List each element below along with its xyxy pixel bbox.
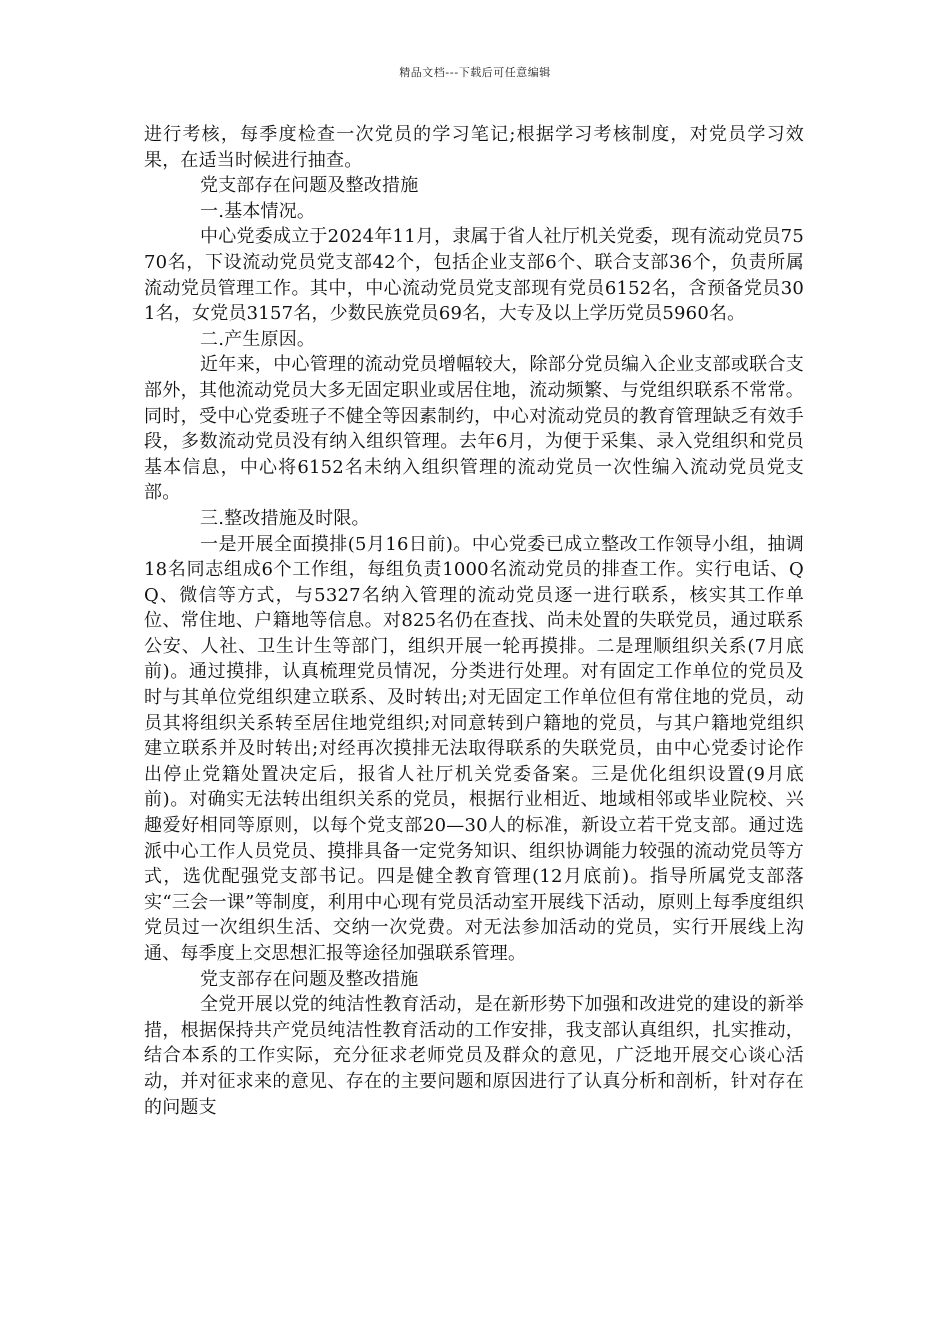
- document-body: [144, 122, 804, 1120]
- section-heading: 党支部存在问题及整改措施: [200, 175, 419, 197]
- paragraph-1: 进行考核，每季度检查一次党员的学习笔记;根据学习考核制度，对党员学习效果，在适当时候进行抽查。: [144, 124, 804, 171]
- subheading-causes: 二.产生原因。: [200, 328, 316, 350]
- subheading-measures: 三.整改措施及时限。: [200, 507, 370, 529]
- paragraph-final: 全党开展以党的纯洁性教育活动，是在新形势下加强和改进党的建设的新举措，根据保持共产党员纯洁性教育活动的工作安排，我支部认真组织，扎实推动，结合本系的工作实际，充分征求老师党员及群众的意见，广泛地开展交心谈心活动，并对征求来的意见、存在的主要问题和原因进行了认真分析和剖析，针对存在的问题支: [144, 994, 804, 1118]
- paragraph-measures: 一是开展全面摸排(5月16日前)。中心党委已成立整改工作领导小组，抽调18名同志组成6个工作组，每组负责1000名流动党员的排查工作。实行电话、QQ、微信等方式，与5327名纳入管理的流动党员逐一进行联系，核实其工作单位、常住地、户籍地等信息。对825名仍在查找、尚未处置的失联党员，通过联系公安、人社、卫生计生等部门，组织开展一轮再摸排。二是理顺组织关系(7月底前)。通过摸排，认真梳理党员情况，分类进行处理。对有固定工作单位的党员及时与其单位党组织建立联系、及时转出;对无固定工作单位但有常住地的党员，动员其将组织关系转至居住地党组织;对同意转到户籍地的党员，与其户籍地党组织建立联系并及时转出;对经再次摸排无法取得联系的失联党员，由中心党委讨论作出停止党籍处置决定后，报省人社厅机关党委备案。三是优化组织设置(9月底前)。对确实无法转出组织关系的党员，根据行业相近、地域相邻或毕业院校、兴趣爱好相同等原则，以每个党支部20—30人的标准，新设立若干党支部。通过选派中心工作人员党员、摸排具备一定党务知识、组织协调能力较强的流动党员等方式，选优配强党支部书记。四是健全教育管理(12月底前)。指导所属党支部落实“三会一课”等制度，利用中心现有党员活动室开展线下活动，原则上每季度组织党员过一次组织生活、交纳一次党费。对无法参加活动的党员，实行开展线上沟通、每季度上交思想汇报等途径加强联系管理。: [144, 533, 804, 964]
- page-header: 精品文档---下载后可任意编辑: [399, 66, 551, 79]
- paragraph-causes: 近年来，中心管理的流动党员增幅较大，除部分党员编入企业支部或联合支部外，其他流动党员大多无固定职业或居住地，流动频繁、与党组织联系不常常。同时，受中心党委班子不健全等因素制约，中心对流动党员的教育管理缺乏有效手段，多数流动党员没有纳入组织管理。去年6月，为便于采集、录入党组织和党员基本信息，中心将6152名未纳入组织管理的流动党员一次性编入流动党员党支部。: [144, 354, 804, 504]
- subheading-basic-info: 一.基本情况。: [200, 200, 316, 222]
- paragraph-basic-info: 中心党委成立于2024年11月，隶属于省人社厅机关党委，现有流动党员7570名，下设流动党员党支部42个，包括企业支部6个、联合支部36个，负责所属流动党员管理工作。其中，中心流动党员党支部现有党员6152名，含预备党员301名，女党员3157名，少数民族党员69名，大专及以上学历党员5960名。: [144, 226, 804, 325]
- section-heading-2: 党支部存在问题及整改措施: [200, 968, 419, 990]
